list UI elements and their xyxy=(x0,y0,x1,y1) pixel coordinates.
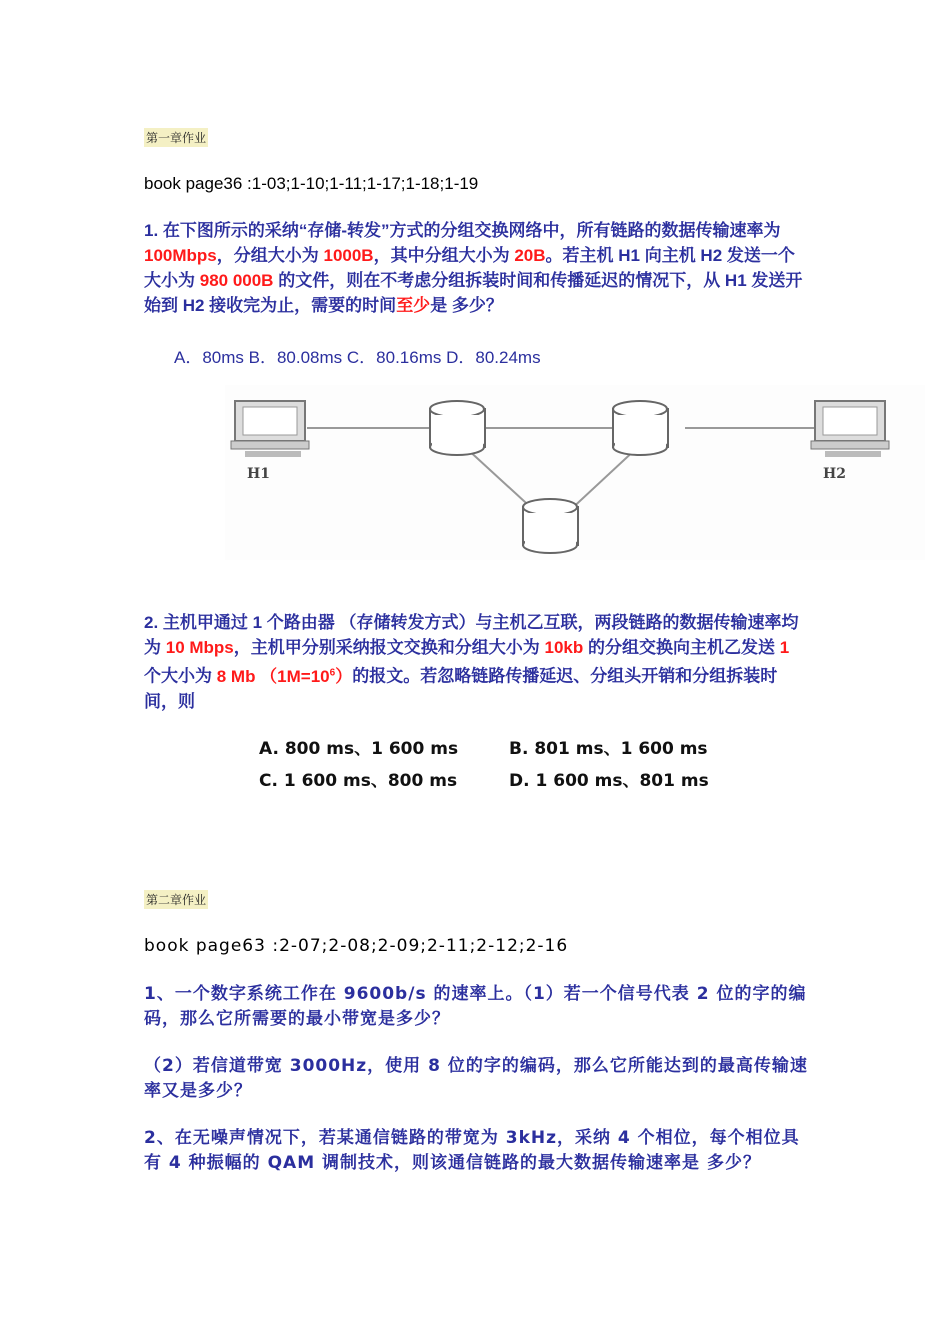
q2-message-base: 8 Mb （1M=10 xyxy=(216,666,330,686)
q2-option-d: D. 1 600 ms、801 ms xyxy=(509,771,709,791)
q1-text-6: 是 多少？ xyxy=(430,296,503,315)
question-2 xyxy=(144,610,804,714)
q2-packet-size: 10kb xyxy=(544,638,584,657)
ch2-question-1a: 1、一个数字系统工作在 9600b/s 的速率上。（1）若一个信号代表 2 位的字的编码，那么它所需要的最小带宽是多少？ xyxy=(144,984,807,1029)
q2-message-close: ） xyxy=(335,666,353,686)
chapter-2-title: 第二章作业 xyxy=(144,890,208,909)
q2-count: 1 xyxy=(779,638,790,657)
q2-text-2: ，主机甲分别采纳报文交换和分组大小为 xyxy=(233,638,545,657)
router-1-icon xyxy=(430,401,485,455)
host-h1-icon xyxy=(231,401,309,457)
q1-text-4: 。若主机 H1 向主机 H2 发送一个大小为 xyxy=(144,246,795,290)
router-2-icon xyxy=(613,401,668,455)
q2-text-5: 的报文。若忽略链路传播延迟、分组头开销和分组拆装时间，则 xyxy=(144,666,778,711)
q2-text-3: 的分组交换向主机乙发送 xyxy=(583,638,780,657)
host-h2-icon xyxy=(811,401,889,457)
question-1 xyxy=(144,218,804,318)
h2-label: H2 xyxy=(823,466,846,482)
q1-header: 20B xyxy=(514,246,546,265)
q1-text-2: ，分组大小为 xyxy=(216,246,324,265)
q1-text-5: 的文件，则在不考虑分组拆装时间和传播延迟的情况下，从 H1 发送开始到 H2 接收完为止，需要的时间 xyxy=(144,271,803,315)
q2-option-c: C. 1 600 ms、800 ms xyxy=(259,771,458,791)
chapter-1-title: 第一章作业 xyxy=(144,128,208,147)
question-1-options: A．80ms B．80.08ms C．80.16ms D．80.24ms xyxy=(174,348,541,367)
q2-text-1: 2. 主机甲通过 1 个路由器 （存储转发方式）与主机乙互联，两段链路的数据传输速率均为 xyxy=(144,613,799,657)
q1-size: 1000B xyxy=(323,246,374,265)
q2-rate: 10 Mbps xyxy=(165,638,234,657)
chapter-1-book-pages: book page36 :1-03;1-10;1-11;1-17;1-18;1-19 xyxy=(144,174,479,193)
chapter-2-book-pages: book page63 :2-07;2-08;2-09;2-11;2-12;2-16 xyxy=(144,936,569,956)
ch2-question-2: 2、在无噪声情况下，若某通信链路的带宽为 3kHz，采纳 4 个相位，每个相位具有 4 种振幅的 QAM 调制技术，则该通信链路的最大数据传输速率是 多少？ xyxy=(144,1128,800,1173)
q2-text-4: 个大小为 xyxy=(144,666,217,686)
network-diagram xyxy=(225,385,925,560)
q1-text-3: ，其中分组大小为 xyxy=(373,246,515,265)
q1-text-1: 1. 在下图所示的采纳“存储-转发”方式的分组交换网络中，所有链路的数据传输速率为 xyxy=(144,221,781,240)
ch2-question-1b: （2）若信道带宽 3000Hz，使用 8 位的字的编码，那么它所能达到的最高传输速率又是多少？ xyxy=(144,1056,808,1101)
q2-exponent: 6 xyxy=(329,667,336,678)
q2-message-size xyxy=(217,667,352,686)
h1-label: H1 xyxy=(247,466,270,482)
q1-rate: 100Mbps xyxy=(144,246,217,265)
q2-option-a: A. 800 ms、1 600 ms xyxy=(259,739,459,759)
q2-option-b: B. 801 ms、1 600 ms xyxy=(509,739,708,759)
router-3-icon xyxy=(523,499,578,553)
q1-least: 至少 xyxy=(396,296,431,315)
q1-file: 980 000B xyxy=(199,271,274,290)
